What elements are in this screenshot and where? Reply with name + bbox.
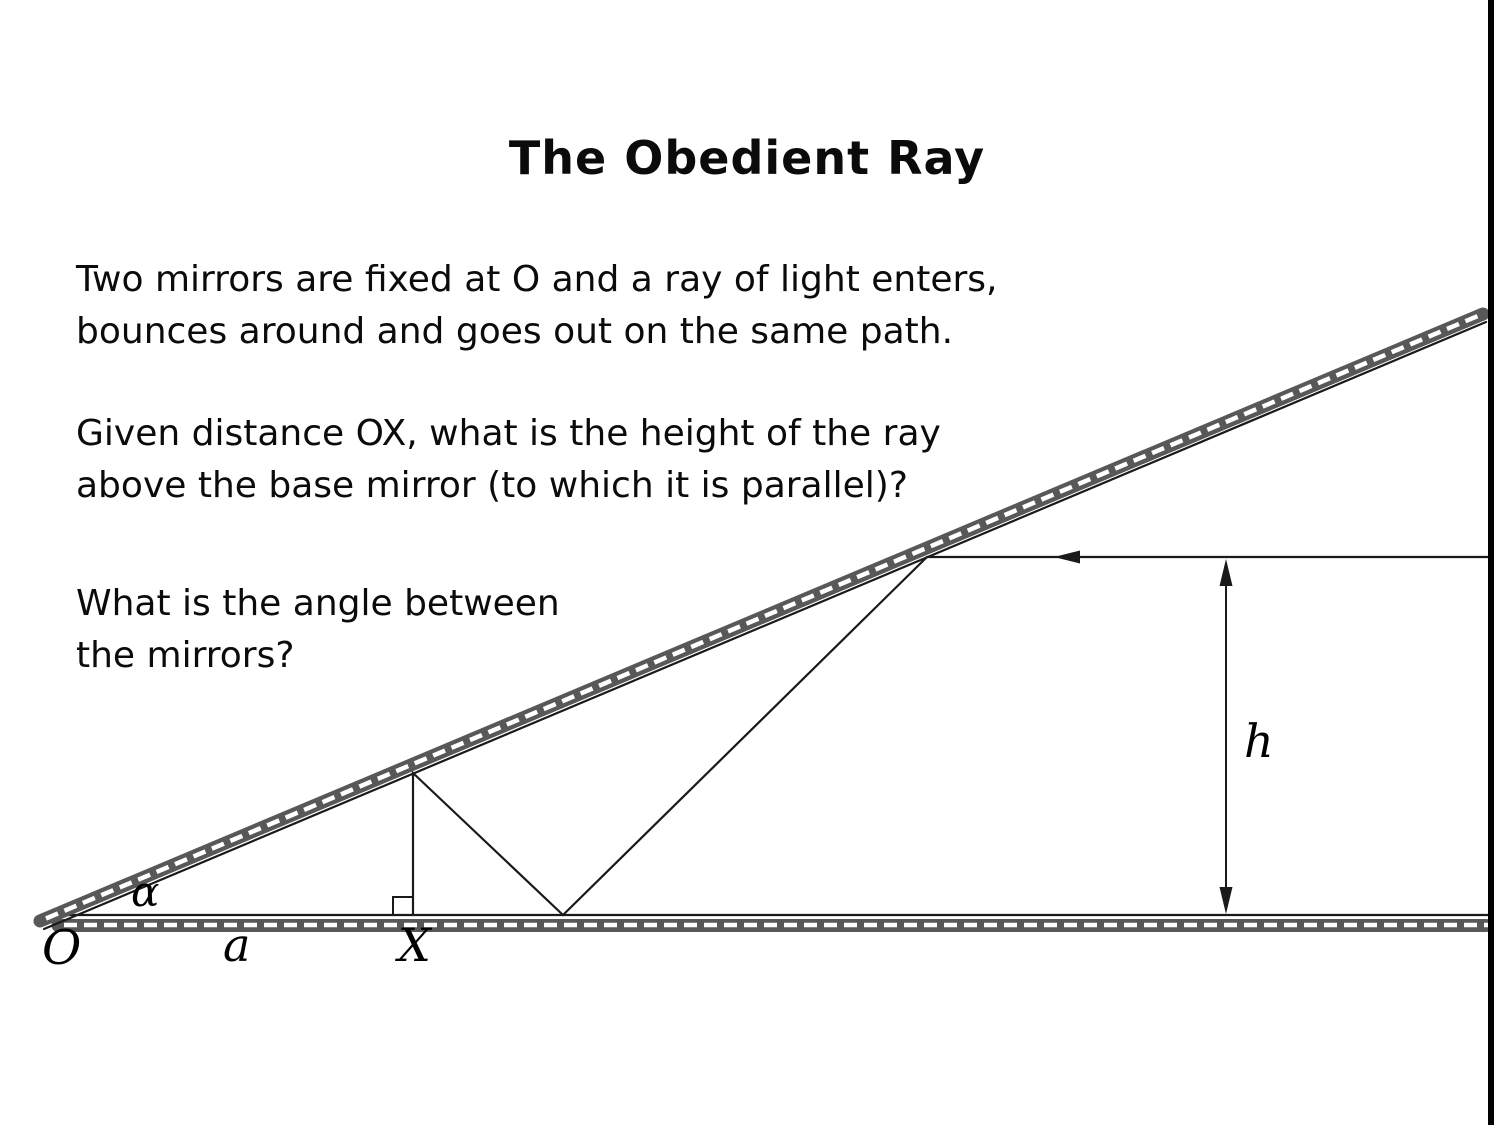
- slide-right-border: [1488, 0, 1494, 1125]
- text-line: the mirrors?: [76, 635, 295, 676]
- height-arrowhead-top: [1220, 559, 1233, 586]
- light-ray-path: [413, 557, 1489, 915]
- text-line: Given distance OX, what is the height of the ray: [76, 413, 941, 454]
- text-line: bounces around and goes out on the same path.: [76, 311, 954, 352]
- page-title: The Obedient Ray: [508, 131, 986, 185]
- inclined-mirror: [40, 314, 1486, 929]
- right-angle-marker: [393, 897, 413, 914]
- label-point-x: X: [398, 918, 431, 972]
- inclined-mirror-surface-line: [44, 322, 1486, 929]
- height-arrowhead-bottom: [1220, 887, 1233, 914]
- label-origin-o: O: [42, 920, 82, 976]
- text-line: Two mirrors are fixed at O and a ray of light enters,: [76, 259, 998, 300]
- text-line: above the base mirror (to which it is parallel)?: [76, 465, 908, 506]
- label-distance-a: a: [223, 918, 251, 972]
- height-dimension-arrow: [1220, 559, 1233, 914]
- text-line: What is the angle between: [76, 583, 560, 624]
- label-alpha: α: [131, 867, 160, 916]
- base-mirror: [58, 915, 1490, 926]
- label-height-h: h: [1244, 714, 1274, 768]
- ray-direction-arrowhead: [1054, 551, 1080, 564]
